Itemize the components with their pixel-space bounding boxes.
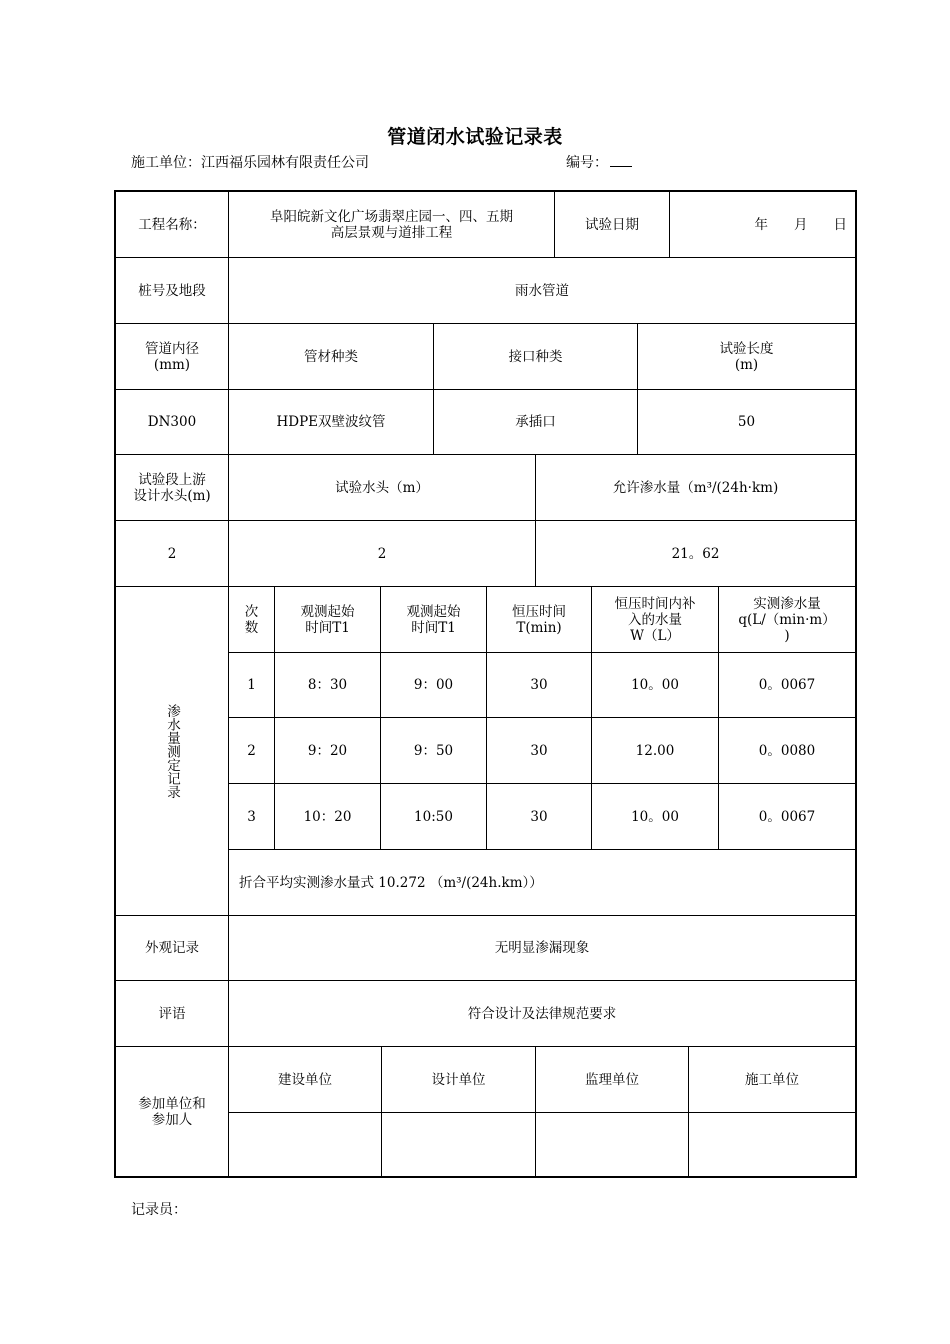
test-length-header-l2: (m) [734,356,759,373]
col-water-header-l1: 恒压时间内补 [614,595,696,612]
col-end-header-l1: 观测起始 [406,603,461,620]
row3-water[interactable]: 10。00 [631,808,679,825]
supervisor-unit-label: 监理单位 [585,1071,639,1088]
col-measured-header-l1: 实测渗水量 [753,595,821,612]
row1-start[interactable]: 8：30 [307,677,348,693]
row3-time[interactable]: 30 [530,808,548,825]
pipe-material-value[interactable]: HDPE双壁波纹管 [276,414,386,430]
test-length-header [638,324,855,389]
design-head-header [116,455,228,520]
row3-measured[interactable]: 0。0067 [758,808,816,825]
date-day: 日 [833,216,847,233]
participants-label-l1: 参加单位和 [138,1095,206,1112]
row2-start[interactable]: 9：20 [307,742,348,759]
supervisor-signature[interactable] [536,1113,688,1176]
pipe-material-header: 管材种类 [304,348,358,365]
row1-measured[interactable]: 0。0067 [758,677,816,693]
row1-time[interactable]: 30 [530,677,548,693]
row2-no[interactable]: 2 [247,742,256,759]
contractor-signature[interactable] [689,1113,855,1176]
owner-unit-label: 建设单位 [278,1071,332,1088]
row3-end[interactable]: 10:50 [414,808,453,825]
allowed-seepage-header: 允许渗水量（m³/(24h·km) [612,479,779,496]
appearance-label: 外观记录 [145,940,199,956]
col-measured-header-l2: q(L/（min·m） [738,611,836,628]
section-label: 桩号及地段 [138,282,206,299]
comment-value[interactable]: 符合设计及法律规范要求 [467,1005,617,1022]
row1-water[interactable]: 10。00 [631,677,679,693]
col-start-header-l1: 观测起始 [300,603,355,620]
record-table [114,190,857,1178]
test-length-value[interactable]: 50 [737,414,756,430]
test-head-header: 试验水头（m） [335,479,429,496]
pipe-diameter-header [116,324,228,389]
appearance-value[interactable]: 无明显渗漏现象 [494,940,590,956]
col-water-header [592,587,718,652]
design-head-value[interactable]: 2 [167,545,177,562]
serial-blank[interactable] [610,154,632,167]
comment-label: 评语 [158,1005,186,1022]
row1-no[interactable]: 1 [247,677,256,693]
row2-end[interactable]: 9：50 [413,742,454,759]
row3-start[interactable]: 10：20 [303,808,352,825]
pipe-diameter-header-l2: (mm) [153,356,191,373]
participants-label [116,1047,228,1176]
row3-no[interactable]: 3 [247,808,256,825]
seepage-record-label [116,587,228,915]
row2-measured[interactable]: 0。0080 [758,742,816,759]
col-measured-header [719,587,855,652]
col-no-header-l1: 次 [244,603,259,620]
serial-label: 编号： [566,155,608,171]
designer-signature[interactable] [382,1113,535,1176]
project-name-value[interactable] [229,192,554,257]
col-end-header [381,587,486,652]
row1-end[interactable]: 9：00 [413,677,454,693]
project-name-line1: 阜阳皖新文化广场翡翠庄园一、四、五期 [270,208,513,225]
joint-type-header: 接口种类 [508,348,563,365]
participants-label-l2: 参加人 [151,1111,193,1128]
col-water-header-l2: 入的水量 [628,611,682,628]
col-time-header-l2: T(min) [516,619,562,636]
col-no-header [229,587,274,652]
project-name-label: 工程名称： [138,216,206,233]
col-no-header-l2: 数 [244,619,259,636]
test-length-header-l1: 试验长度 [719,340,774,357]
pipe-diameter-header-l1: 管道内径 [145,340,199,357]
page-title: 管道闭水试验记录表 [387,126,563,148]
col-time-header [487,587,591,652]
construction-unit: 施工单位：江西福乐园林有限责任公司 [131,155,369,171]
average-seepage[interactable]: 折合平均实测渗水量式 10.272 （m³/(24h.km）） [239,874,543,891]
seepage-record-label-text: 渗水量测定记录 [164,703,180,799]
recorder-label: 记录员： [131,1202,187,1218]
col-water-header-l3: W（L） [630,627,680,644]
owner-signature[interactable] [229,1113,381,1176]
serial-number [566,152,632,172]
joint-type-value[interactable]: 承插口 [515,414,556,430]
col-start-header-l2: 时间T1 [305,619,350,636]
col-time-header-l1: 恒压时间 [512,603,566,620]
section-value[interactable]: 雨水管道 [515,282,569,299]
project-name-line2: 高层景观与道排工程 [330,224,453,241]
col-measured-header-l3: ) [784,627,790,644]
designer-unit-label: 设计单位 [431,1071,486,1088]
contractor-unit-label: 施工单位 [745,1071,799,1088]
date-year: 年 [754,216,768,233]
design-head-header-l2: 设计水头(m) [133,487,211,504]
test-date-value[interactable] [670,192,855,257]
pipe-diameter-value[interactable]: DN300 [147,414,197,430]
row2-time[interactable]: 30 [530,742,548,759]
allowed-seepage-value[interactable]: 21。62 [671,545,720,562]
design-head-header-l1: 试验段上游 [138,471,206,488]
test-head-value[interactable]: 2 [377,545,387,562]
col-start-header [275,587,380,652]
col-end-header-l2: 时间T1 [411,619,456,636]
row2-water[interactable]: 12.00 [635,742,675,759]
test-date-label: 试验日期 [585,216,639,233]
date-month: 月 [794,216,808,233]
